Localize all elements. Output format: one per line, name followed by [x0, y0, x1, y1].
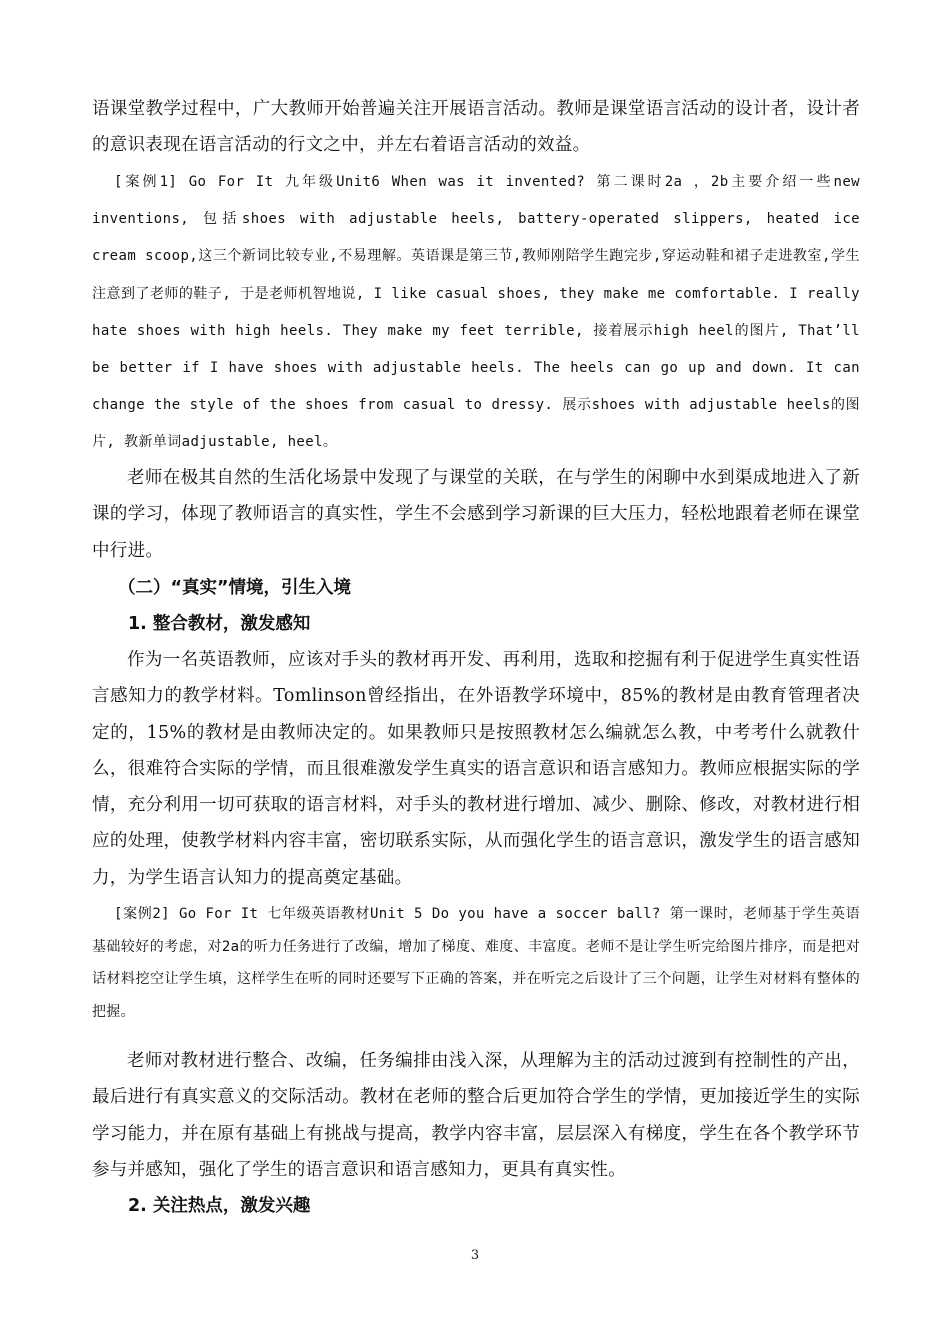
- paragraph-case2-analysis: 老师对教材进行整合、改编，任务编排由浅入深，从理解为主的活动过渡到有控制性的产出，最后进行有真实意义的交际活动。教材在老师的整合后更加符合学生的学情，更加接近学生的实际学习能力，并在原有基础上有挑战与提高，教学内容丰富，层层深入有梯度，学生在各个教学环节参与并感知，强化了学生的语言意识和语言感知力，更具有真实性。: [92, 1051, 860, 1180]
- subsection-heading-1: 1. 整合教材，激发感知: [128, 614, 311, 634]
- page-number: 3: [470, 1248, 480, 1263]
- section-heading: （二）“真实”情境，引生入境: [118, 578, 352, 598]
- case-example-2: [案例2] Go For It 七年级英语教材Unit 5 Do you have a soccer ball? 第一课时，老师基于学生英语基础较好的考虑，对2a的听力任务进行了改编，增加了梯度、难度、丰富度。老师不是让学生听完给图片排序，而是把对话材料挖空让学生填，这样学生在听的同时还要写下正确的答案，并在听完之后设计了三个问题，让学生对材料有整体的把握。: [92, 906, 860, 1020]
- case-example-1: [案例1] Go For It 九年级Unit6 When was it invented? 第二课时2a ，2b主要介绍一些new inventions, 包括shoes with adjustable heels, battery-operated slippers, heated ice cream scoop,这三个新词比较专业,不易理解。英语课是第三节,教师刚陪学生跑完步,穿运动鞋和裙子走进教室,学生注意到了老师的鞋子, 于是老师机智地说, I like casual shoes, they make me comfortable. I really hate shoes with high heels. They make my feet terrible, 接着展示high heel的图片, That’ll be better if I have shoes with adjustable heels. The heels can go up and down. It can change the style of the shoes from casual to dressy. 展示shoes with adjustable heels的图片, 教新单词adjustable, heel。: [92, 174, 860, 451]
- subsection-heading-2: 2. 关注热点，激发兴趣: [128, 1196, 311, 1216]
- paragraph-intro-continued: 语课堂教学过程中，广大教师开始普遍关注开展语言活动。教师是课堂语言活动的设计者，设计者的意识表现在语言活动的行文之中，并左右着语言活动的效益。: [92, 99, 860, 156]
- paragraph-case1-analysis: 老师在极其自然的生活化场景中发现了与课堂的关联，在与学生的闲聊中水到渠成地进入了新课的学习，体现了教师语言的真实性，学生不会感到学习新课的巨大压力，轻松地跟着老师在课堂中行进。: [92, 468, 860, 561]
- paragraph-integrate-materials: 作为一名英语教师，应该对手头的教材再开发、再利用，选取和挖掘有利于促进学生真实性语言感知力的教学材料。Tomlinson曾经指出，在外语教学环境中，85%的教材是由教育管理者决定的，15%的教材是由教师决定的。如果教师只是按照教材怎么编就怎么教，中考考什么就教什么，很难符合实际的学情，而且很难激发学生真实的语言意识和语言感知力。教师应根据实际的学情，充分利用一切可获取的语言材料，对手头的教材进行增加、减少、删除、修改，对教材进行相应的处理，使教学材料内容丰富，密切联系实际，从而强化学生的语言意识，激发学生的语言感知力，为学生语言认知力的提高奠定基础。: [92, 650, 860, 888]
